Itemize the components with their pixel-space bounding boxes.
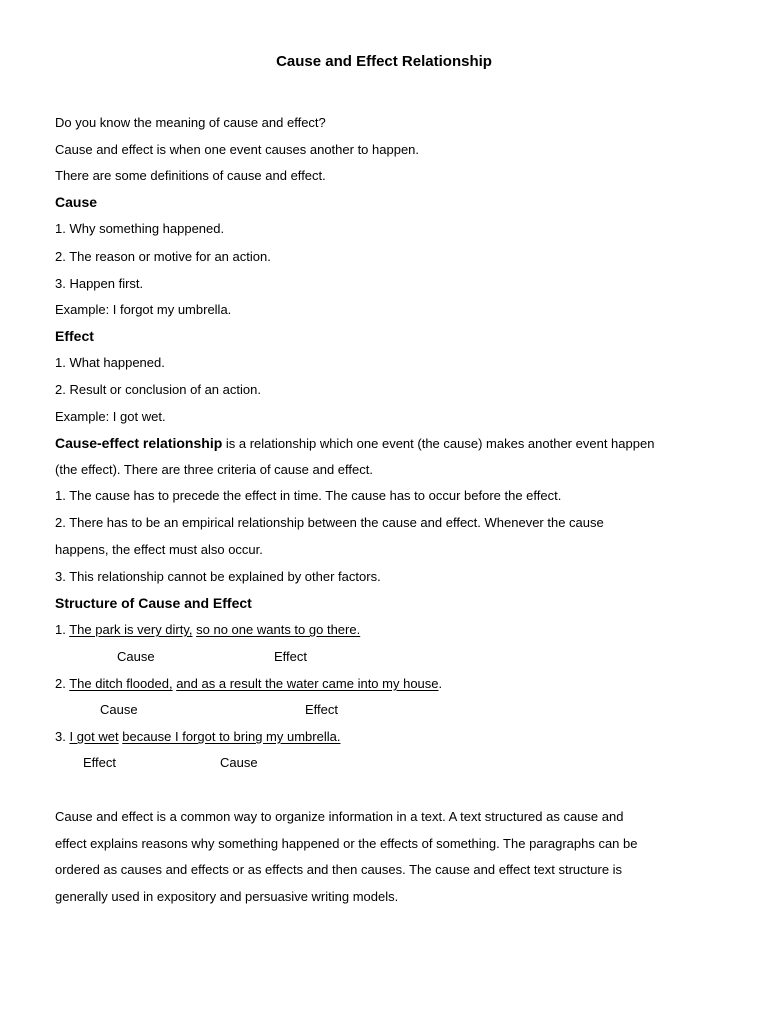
- cause-heading: Cause: [55, 194, 98, 210]
- example-3-label-cause: Cause: [220, 755, 258, 770]
- effect-item-2: 2. Result or conclusion of an action.: [55, 382, 261, 397]
- effect-heading: Effect: [55, 328, 94, 344]
- relationship-line-2: (the effect). There are three criteria of cause and effect.: [55, 462, 373, 477]
- closing-line-4: generally used in expository and persuasive writing models.: [55, 889, 399, 904]
- intro-line-2: Cause and effect is when one event causes another to happen.: [55, 142, 420, 157]
- example-cause-clause: The ditch flooded,: [69, 676, 173, 691]
- example-3-label-effect: Effect: [83, 755, 117, 770]
- example-2-label-effect: Effect: [305, 702, 339, 717]
- effect-item-1: 1. What happened.: [55, 355, 165, 370]
- cause-item-3: 3. Happen first.: [55, 276, 144, 291]
- example-cause-clause: The park is very dirty,: [69, 622, 193, 637]
- example-2-label-cause: Cause: [100, 702, 138, 717]
- example-effect-clause: I got wet: [69, 729, 119, 744]
- intro-line-1: Do you know the meaning of cause and effect?: [55, 115, 326, 130]
- example-number: 3.: [55, 729, 70, 744]
- relationship-line-1: [55, 434, 715, 453]
- structure-example-2: [55, 675, 715, 693]
- closing-line-1: Cause and effect is a common way to organize information in a text. A text structured as cause and: [55, 809, 624, 824]
- structure-heading: Structure of Cause and Effect: [55, 595, 252, 611]
- example-cause-clause: because I forgot to bring my umbrella.: [122, 729, 341, 744]
- relationship-definition: is a relationship which one event (the cause) makes another event happen: [222, 436, 655, 451]
- cause-item-1: 1. Why something happened.: [55, 221, 225, 236]
- structure-example-3: [55, 728, 715, 746]
- cause-item-2: 2. The reason or motive for an action.: [55, 249, 271, 264]
- intro-line-3: There are some definitions of cause and effect.: [55, 168, 326, 183]
- criteria-2: 2. There has to be an empirical relationship between the cause and effect. Whenever the cause: [55, 515, 604, 530]
- relationship-term: Cause-effect relationship: [55, 435, 223, 451]
- example-1-label-effect: Effect: [274, 649, 308, 664]
- example-1-label-cause: Cause: [117, 649, 155, 664]
- closing-line-2: effect explains reasons why something happened or the effects of something. The paragraphs can be: [55, 836, 638, 851]
- example-effect-clause: so no one wants to go there.: [196, 622, 361, 637]
- criteria-2-continued: happens, the effect must also occur.: [55, 542, 263, 557]
- example-end: .: [438, 676, 443, 691]
- structure-example-1: [55, 621, 715, 639]
- effect-example: Example: I got wet.: [55, 409, 166, 424]
- document-title: Cause and Effect Relationship: [276, 53, 492, 70]
- example-number: 2.: [55, 676, 70, 691]
- example-effect-clause: and as a result the water came into my house: [176, 676, 439, 691]
- criteria-1: 1. The cause has to precede the effect in time. The cause has to occur before the effect.: [55, 488, 562, 503]
- example-number: 1.: [55, 622, 70, 637]
- criteria-3: 3. This relationship cannot be explained by other factors.: [55, 569, 381, 584]
- cause-example: Example: I forgot my umbrella.: [55, 302, 232, 317]
- closing-line-3: ordered as causes and effects or as effects and then causes. The cause and effect text structure is: [55, 862, 623, 877]
